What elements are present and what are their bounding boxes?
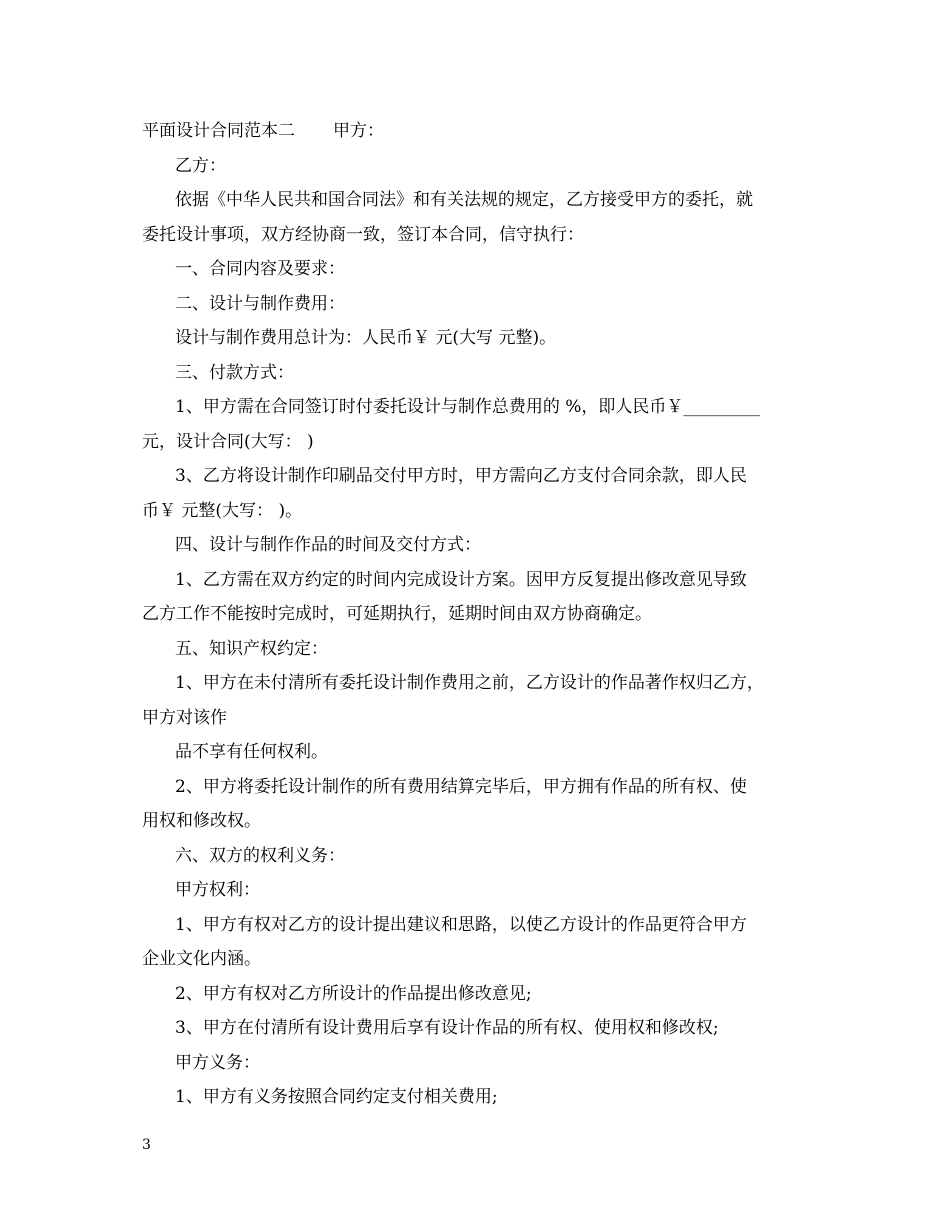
subsection-heading: 甲方权利： bbox=[175, 880, 260, 900]
paragraph-line: 1、甲方在未付清所有委托设计制作费用之前，乙方设计的作品著作权归乙方， bbox=[175, 673, 764, 693]
paragraph-line: 1、甲方有权对乙方的设计提出建议和思路，以使乙方设计的作品更符合甲方 bbox=[175, 914, 747, 935]
paragraph-line: 用权和修改权。 bbox=[142, 811, 261, 831]
paragraph-line: 2、甲方有权对乙方所设计的作品提出修改意见; bbox=[175, 983, 532, 1004]
section-heading: 二、设计与制作费用： bbox=[175, 293, 345, 314]
section-heading: 六、双方的权利义务： bbox=[175, 845, 345, 866]
section-heading: 四、设计与制作作品的时间及交付方式： bbox=[175, 535, 481, 555]
paragraph-line: 设计与制作费用总计为：人民币￥ 元(大写 元整)。 bbox=[175, 328, 557, 348]
paragraph-line: 元，设计合同(大写： ) bbox=[142, 431, 314, 452]
subsection-heading: 甲方义务： bbox=[175, 1052, 260, 1073]
section-heading: 五、知识产权约定： bbox=[175, 638, 328, 659]
paragraph-line: 品不享有任何权利。 bbox=[175, 742, 328, 762]
document-title: 平面设计合同范本二 bbox=[142, 121, 295, 141]
section-heading: 三、付款方式： bbox=[175, 362, 294, 383]
paragraph-line: 币￥ 元整(大写： )。 bbox=[142, 500, 303, 521]
page-number: 3 bbox=[142, 1137, 151, 1153]
paragraph-line: 乙方工作不能按时完成时，可延期执行，延期时间由双方协商确定。 bbox=[142, 604, 652, 624]
paragraph-line: 1、甲方有义务按照合同约定支付相关费用; bbox=[175, 1087, 498, 1107]
paragraph-line: 3、甲方在付清所有设计费用后享有设计作品的所有权、使用权和修改权; bbox=[175, 1018, 719, 1038]
paragraph-line: 3、乙方将设计制作印刷品交付甲方时，甲方需向乙方支付合同余款，即人民 bbox=[175, 466, 747, 486]
paragraph-line: 1、甲方需在合同签订时付委托设计与制作总费用的 %，即人民币￥_________ bbox=[175, 397, 760, 417]
title-line bbox=[142, 114, 814, 149]
section-heading: 一、合同内容及要求： bbox=[175, 259, 345, 279]
contract-body bbox=[142, 114, 814, 1115]
party-b-label: 乙方： bbox=[175, 155, 226, 176]
paragraph-line: 1、乙方需在双方约定的时间内完成设计方案。因甲方反复提出修改意见导致 bbox=[175, 569, 747, 590]
paragraph-line: 2、甲方将委托设计制作的所有费用结算完毕后，甲方拥有作品的所有权、使 bbox=[175, 776, 747, 797]
paragraph-line: 甲方对该作 bbox=[142, 707, 227, 728]
paragraph-line: 依据《中华人民共和国合同法》和有关法规的规定，乙方接受甲方的委托，就 bbox=[175, 190, 753, 210]
party-a-label: 甲方： bbox=[333, 121, 384, 141]
paragraph-line: 企业文化内涵。 bbox=[142, 949, 261, 969]
paragraph-line: 委托设计事项，双方经协商一致，签订本合同，信守执行： bbox=[142, 224, 584, 245]
